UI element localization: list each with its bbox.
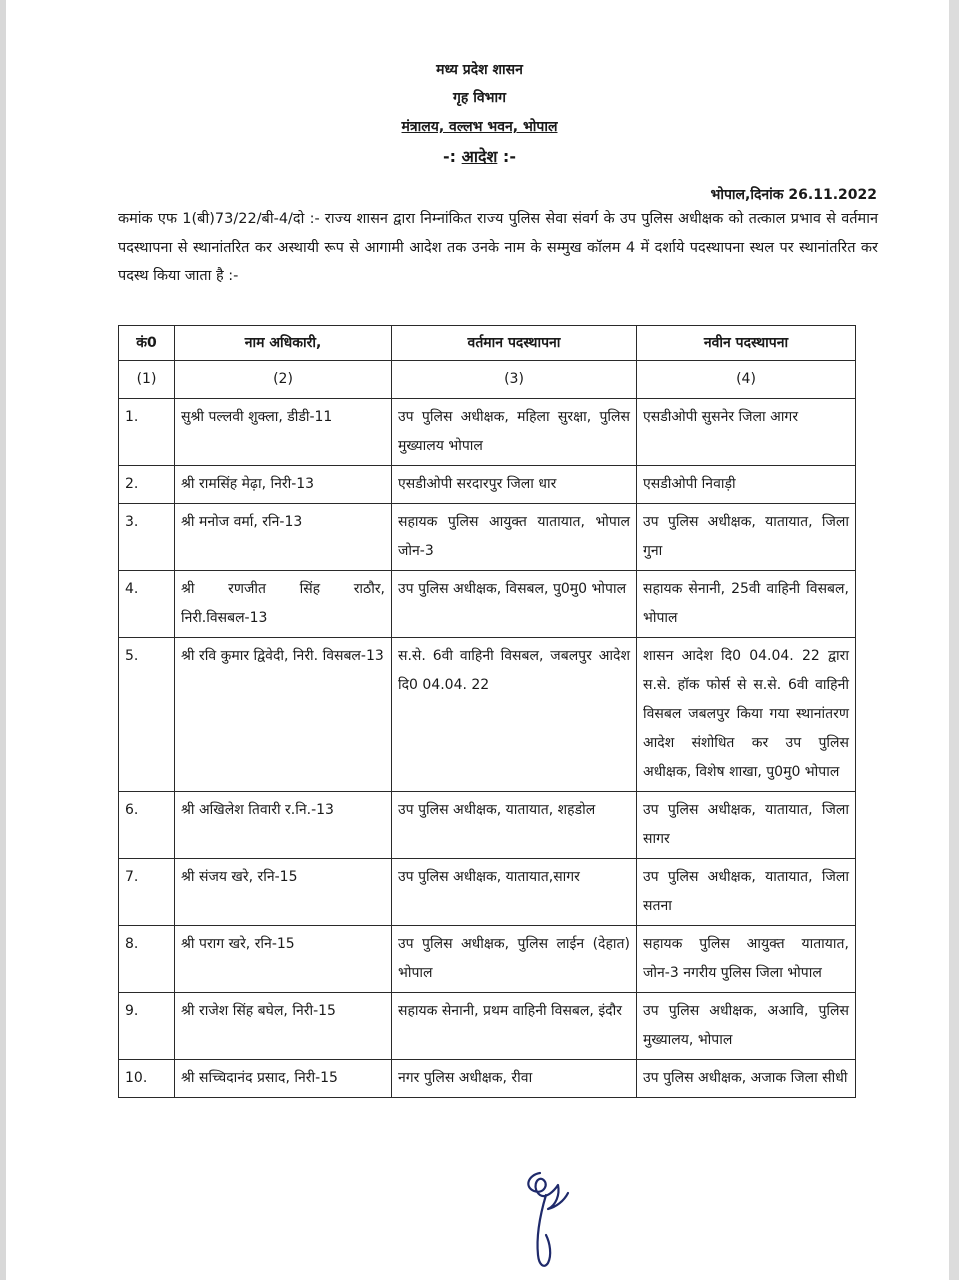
header-current-posting: वर्तमान पदस्थापना [392, 326, 637, 361]
row-serial: 8. [119, 926, 175, 993]
order-prefix: -: [443, 147, 462, 166]
row-current-posting: सहायक पुलिस आयुक्त यातायात, भोपाल जोन-3 [392, 504, 637, 571]
row-serial: 1. [119, 399, 175, 466]
row-officer-name: श्री सच्चिदानंद प्रसाद, निरी-15 [175, 1060, 392, 1098]
header-new-posting: नवीन पदस्थापना [637, 326, 856, 361]
col-number: (3) [392, 361, 637, 399]
table-header-row [119, 326, 856, 361]
row-officer-name: श्री मनोज वर्मा, रनि-13 [175, 504, 392, 571]
row-officer-name: श्री राजेश सिंह बघेल, निरी-15 [175, 993, 392, 1060]
row-current-posting: स.से. 6वी वाहिनी विसबल, जबलपुर आदेश दि0 04.04. 22 [392, 638, 637, 792]
row-new-posting: शासन आदेश दि0 04.04. 22 द्वारा स.से. हॉक फोर्स से स.से. 6वी वाहिनी विसबल जबलपुर किया गया स्थानांतरण आदेश संशोधित कर उप पुलिस अधीक्षक, विशेष शाखा, पु0मु0 भोपाल [637, 638, 856, 792]
table-row [119, 466, 856, 504]
row-officer-name: श्री संजय खरे, रनि-15 [175, 859, 392, 926]
row-officer-name: श्री रणजीत सिंह राठौर, निरी.विसबल-13 [175, 571, 392, 638]
row-current-posting: नगर पुलिस अधीक्षक, रीवा [392, 1060, 637, 1098]
row-new-posting: एसडीओपी सुसनेर जिला आगर [637, 399, 856, 466]
dateline: भोपाल,दिनांक 26.11.2022 [710, 187, 877, 203]
row-serial: 5. [119, 638, 175, 792]
row-current-posting: उप पुलिस अधीक्षक, यातायात, शहडोल [392, 792, 637, 859]
row-current-posting: उप पुलिस अधीक्षक, विसबल, पु0मु0 भोपाल [392, 571, 637, 638]
row-new-posting: सहायक सेनानी, 25वी वाहिनी विसबल, भोपाल [637, 571, 856, 638]
col-number: (1) [119, 361, 175, 399]
row-officer-name: श्री पराग खरे, रनि-15 [175, 926, 392, 993]
header-name: नाम अधिकारी, [175, 326, 392, 361]
row-serial: 10. [119, 1060, 175, 1098]
row-serial: 2. [119, 466, 175, 504]
row-serial: 9. [119, 993, 175, 1060]
table-row [119, 926, 856, 993]
table-row [119, 638, 856, 792]
row-new-posting: उप पुलिस अधीक्षक, अआवि, पुलिस मुख्यालय, भोपाल [637, 993, 856, 1060]
row-current-posting: उप पुलिस अधीक्षक, यातायात,सागर [392, 859, 637, 926]
row-serial: 4. [119, 571, 175, 638]
row-current-posting: उप पुलिस अधीक्षक, पुलिस लाईन (देहात) भोपाल [392, 926, 637, 993]
page-edge-left [0, 0, 6, 1280]
table-row [119, 571, 856, 638]
signature-icon [510, 1165, 580, 1275]
row-serial: 7. [119, 859, 175, 926]
col-number: (4) [637, 361, 856, 399]
header-department: गृह विभाग [453, 90, 506, 106]
transfer-table [118, 325, 856, 1098]
header-government: मध्य प्रदेश शासन [436, 62, 523, 78]
table-row [119, 993, 856, 1060]
order-heading [0, 145, 959, 167]
row-officer-name: सुश्री पल्लवी शुक्ला, डीडी-11 [175, 399, 392, 466]
order-paragraph: कमांक एफ 1(बी)73/22/बी-4/दो :- राज्य शासन द्वारा निम्नांकित राज्य पुलिस सेवा संवर्ग के उप पुलिस अधीक्षक को तत्काल प्रभाव से वर्तमान पदस्थापना से स्थानांतरित कर अस्थायी रूप से आगामी आदेश तक उनके नाम के सम्मुख कॉलम 4 में दर्शाये पदस्थापना स्थल पर स्थानांतरित कर पदस्थ किया जाता है :- [118, 211, 878, 284]
order-suffix: :- [497, 147, 516, 166]
row-current-posting: सहायक सेनानी, प्रथम वाहिनी विसबल, इंदौर [392, 993, 637, 1060]
row-new-posting: उप पुलिस अधीक्षक, यातायात, जिला गुना [637, 504, 856, 571]
row-new-posting: उप पुलिस अधीक्षक, यातायात, जिला सागर [637, 792, 856, 859]
col-number: (2) [175, 361, 392, 399]
row-current-posting: एसडीओपी सरदारपुर जिला धार [392, 466, 637, 504]
table-row [119, 1060, 856, 1098]
row-officer-name: श्री रामसिंह मेढ़ा, निरी-13 [175, 466, 392, 504]
row-current-posting: उप पुलिस अधीक्षक, महिला सुरक्षा, पुलिस मुख्यालय भोपाल [392, 399, 637, 466]
row-officer-name: श्री रवि कुमार द्विवेदी, निरी. विसबल-13 [175, 638, 392, 792]
table-row [119, 792, 856, 859]
page-edge-right [949, 0, 959, 1280]
header-serial: कं0 [119, 326, 175, 361]
row-serial: 3. [119, 504, 175, 571]
row-serial: 6. [119, 792, 175, 859]
table-row [119, 399, 856, 466]
order-title: आदेश [461, 147, 498, 166]
row-new-posting: एसडीओपी निवाड़ी [637, 466, 856, 504]
table-row [119, 859, 856, 926]
table-row [119, 504, 856, 571]
column-number-row [119, 361, 856, 399]
row-new-posting: उप पुलिस अधीक्षक, अजाक जिला सीधी [637, 1060, 856, 1098]
row-new-posting: उप पुलिस अधीक्षक, यातायात, जिला सतना [637, 859, 856, 926]
row-new-posting: सहायक पुलिस आयुक्त यातायात, जोन-3 नगरीय पुलिस जिला भोपाल [637, 926, 856, 993]
row-officer-name: श्री अखिलेश तिवारी र.नि.-13 [175, 792, 392, 859]
header-address: मंत्रालय, वल्लभ भवन, भोपाल [401, 119, 558, 135]
